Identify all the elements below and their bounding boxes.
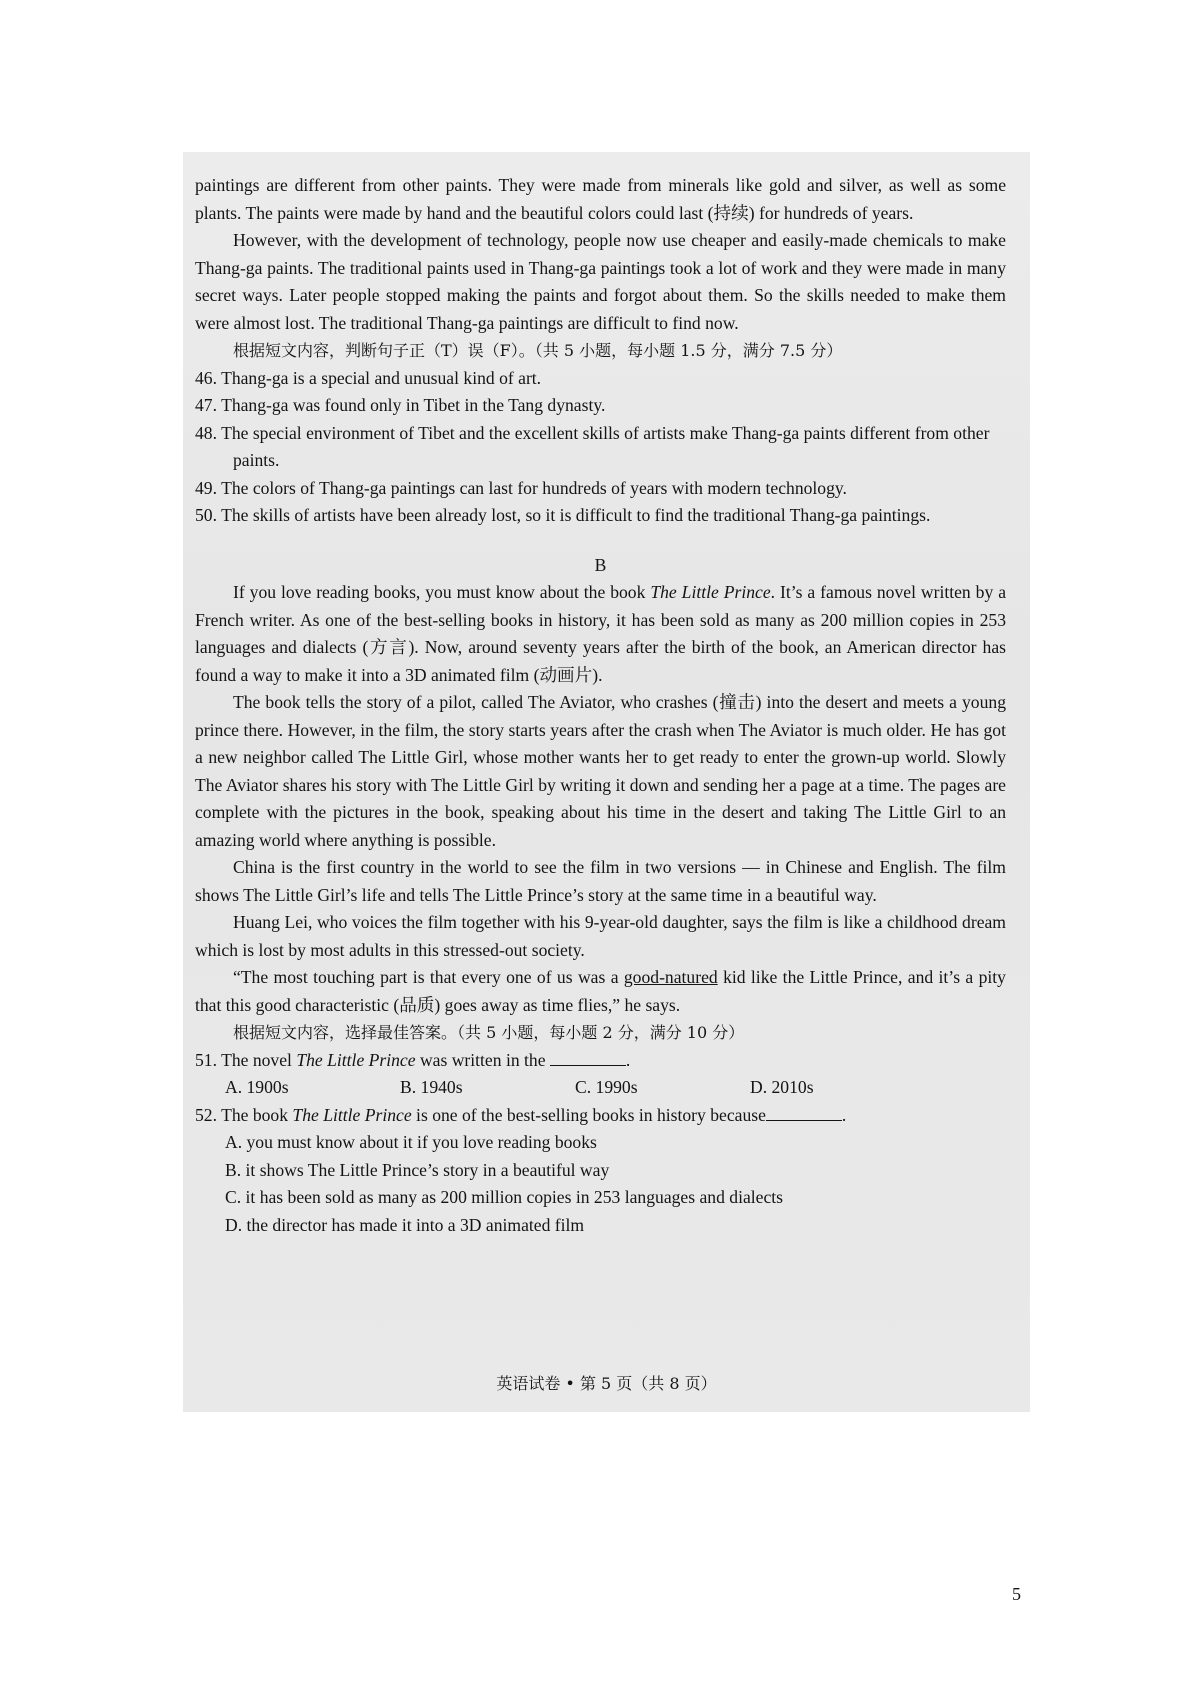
question-51 bbox=[195, 1047, 1006, 1075]
option-b: B. it shows The Little Prince’s story in a beautiful way bbox=[225, 1159, 610, 1180]
passage-b-paragraph-1 bbox=[195, 579, 1006, 689]
option-d: D. the director has made it into a 3D animated film bbox=[225, 1214, 585, 1235]
option-b: B. 1940s bbox=[400, 1077, 463, 1097]
paragraph-text: . It’s a famous novel written by a French writer. As one of the best-selling books in history, it has been sold as many as 200 million copies in 253 languages and dialects (方言). Now, around seventy years after the birth of the book, an American director has found a way to make it into a 3D animated film (动画片). bbox=[195, 582, 1006, 685]
passage-b-paragraph-3: China is the first country in the world to see the film in two versions — in Chinese and English. The film shows The Little Girl’s life and tells The Little Prince’s story at the same time in a beautiful way. bbox=[195, 857, 1006, 905]
passage-b-paragraph-5 bbox=[195, 964, 1006, 1019]
question-text: is one of the best-selling books in history because bbox=[411, 1104, 766, 1125]
multiple-choice-instruction: 根据短文内容，选择最佳答案。（共 5 小题，每小题 2 分，满分 10 分） bbox=[233, 1023, 745, 1042]
answer-blank bbox=[766, 1104, 842, 1121]
passage-b-paragraph-2: The book tells the story of a pilot, called The Aviator, who crashes (撞击) into the desert and meets a young prince there. However, in the film, the story starts years after the crash when The Aviator is much older. He has got a new neighbor called The Little Girl, whose mother wants her to get ready to enter the grown-up world. Slowly The Aviator shares his story with The Little Girl by writing it down and sending her a page at a time. The pages are complete with the pictures in the book, speaking about his time in the desert and taking The Little Girl to an amazing world where anything is possible. bbox=[195, 692, 1006, 850]
question-text: . bbox=[625, 1049, 631, 1070]
question-51-options bbox=[195, 1074, 1006, 1102]
question-text: was written in the bbox=[415, 1049, 550, 1070]
paragraph-text: If you love reading books, you must know about the book bbox=[233, 582, 651, 602]
option-c: C. 1990s bbox=[575, 1077, 638, 1097]
book-title: The Little Prince bbox=[296, 1049, 416, 1070]
underlined-word: good-natured bbox=[623, 967, 718, 987]
question-text: 51. The novel bbox=[195, 1049, 297, 1070]
page-number: 5 bbox=[1012, 1584, 1021, 1604]
paragraph-text: kid like the Little Prince, and it’s a pity that this good characteristic (品质) goes away as time flies,” he says. bbox=[195, 967, 1006, 1015]
book-title: The Little Prince bbox=[650, 582, 771, 602]
option-c: C. it has been sold as many as 200 million copies in 253 languages and dialects bbox=[225, 1187, 784, 1207]
passage-a-paragraph-2: However, with the development of technology, people now use cheaper and easily-made chemicals to make Thang-ga paints. The traditional paints used in Thang-ga paintings took a lot of work and they were made in many secret ways. Later people stopped making the paints and forgot about them. So the skills needed to make them were almost lost. The traditional Thang-ga paintings are difficult to find now. bbox=[195, 230, 1006, 333]
question-46: 46. Thang-ga is a special and unusual kind of art. bbox=[195, 367, 542, 388]
book-title: The Little Prince bbox=[292, 1104, 412, 1125]
option-a: A. 1900s bbox=[225, 1077, 289, 1097]
answer-blank bbox=[550, 1049, 626, 1066]
question-52 bbox=[195, 1102, 1006, 1130]
true-false-instruction: 根据短文内容，判断句子正（T）误（F）。（共 5 小题，每小题 1.5 分，满分 7.5 分） bbox=[233, 341, 843, 360]
question-text: . bbox=[841, 1104, 847, 1125]
page-footer: 英语试卷 • 第 5 页（共 8 页） bbox=[496, 1374, 717, 1393]
option-d: D. 2010s bbox=[750, 1077, 814, 1097]
paragraph-text: “The most touching part is that every one of us was a bbox=[233, 967, 624, 987]
question-47: 47. Thang-ga was found only in Tibet in the Tang dynasty. bbox=[195, 395, 606, 415]
section-heading-b: B bbox=[594, 554, 607, 575]
question-text: 52. The book bbox=[195, 1104, 293, 1125]
passage-b-paragraph-4: Huang Lei, who voices the film together with his 9-year-old daughter, says the film is like a childhood dream which is lost by most adults in this stressed-out society. bbox=[195, 912, 1006, 960]
option-a: A. you must know about it if you love reading books bbox=[225, 1132, 597, 1152]
question-48: 48. The special environment of Tibet and the excellent skills of artists make Thang-ga paints different from other paints. bbox=[195, 422, 990, 470]
passage-a-paragraph-1: paintings are different from other paints. They were made from minerals like gold and silver, as well as some plants. The paints were made by hand and the beautiful colors could last (持续) for hundreds of years. bbox=[195, 175, 1006, 223]
question-50: 50. The skills of artists have been already lost, so it is difficult to find the traditional Thang-ga paintings. bbox=[195, 505, 931, 525]
scanned-exam-page bbox=[183, 152, 1030, 1412]
question-49: 49. The colors of Thang-ga paintings can last for hundreds of years with modern technology. bbox=[195, 477, 847, 498]
